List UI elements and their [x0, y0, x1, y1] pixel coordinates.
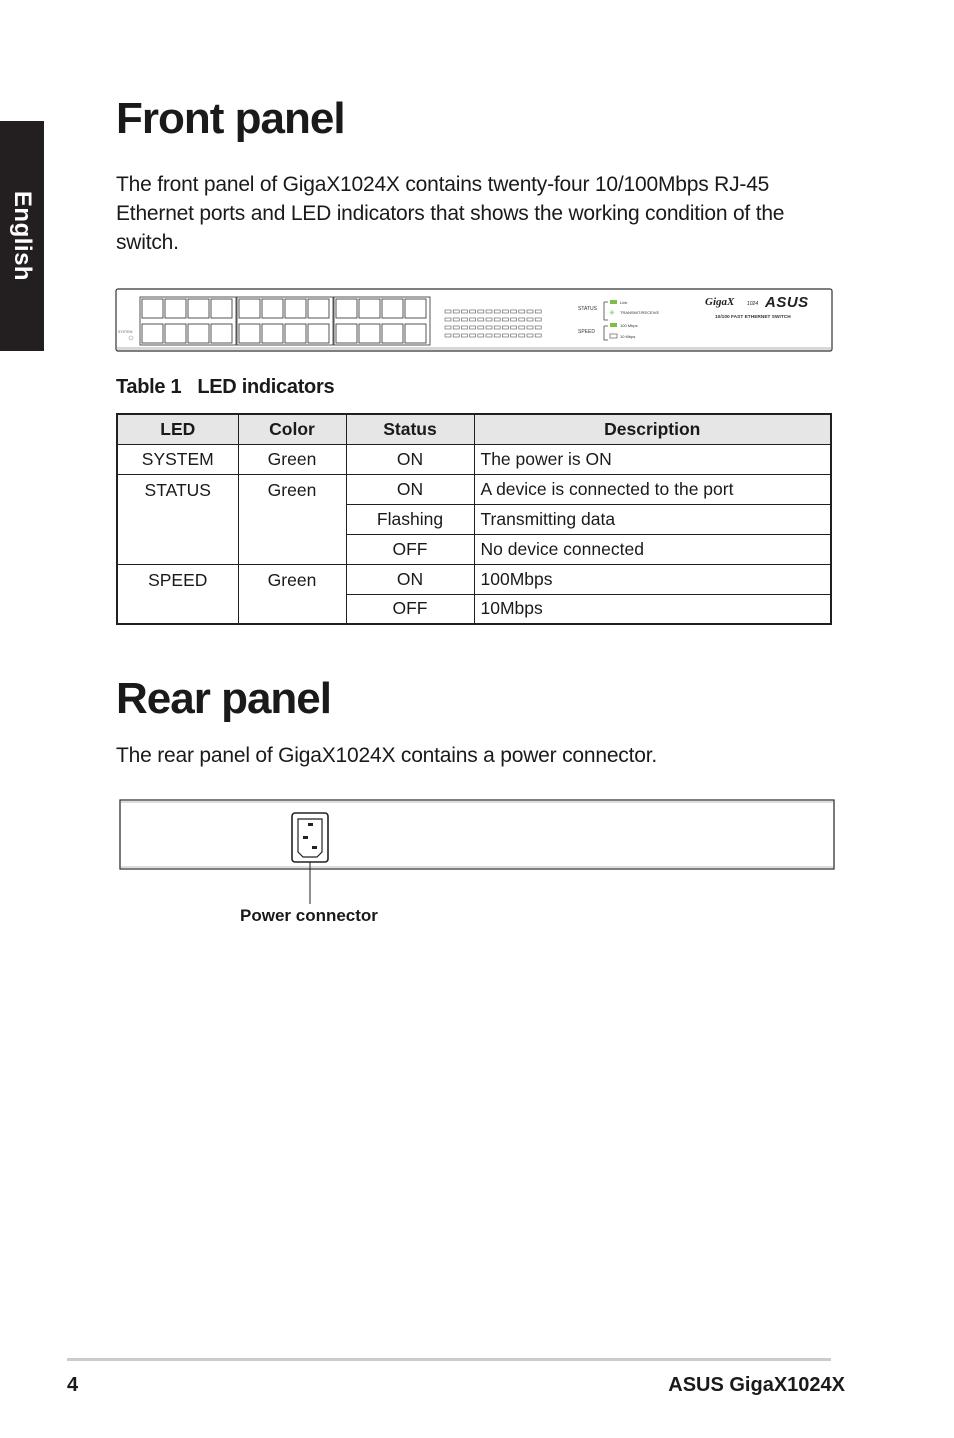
rj45-port: [308, 324, 329, 343]
link-led: [610, 300, 617, 304]
rj45-port: [382, 299, 403, 318]
rj45-port: [262, 324, 283, 343]
rj45-port: [285, 324, 306, 343]
port-led: [502, 334, 508, 337]
port-led: [470, 326, 476, 329]
cell-description: 10Mbps: [474, 594, 831, 624]
port-led: [461, 310, 467, 313]
speed-10-led: [610, 334, 617, 338]
footer-product-title: ASUS GigaX1024X: [668, 1374, 845, 1396]
table-caption: [116, 376, 334, 399]
page-number: 4: [67, 1374, 79, 1396]
port-led: [478, 318, 484, 321]
transmit-led-label: TRANSMIT/RECEIVE: [620, 310, 660, 315]
table-row: [117, 474, 831, 504]
port-led: [453, 334, 459, 337]
model-logo: 1024: [747, 301, 759, 307]
language-tab: [0, 121, 44, 351]
port-led: [519, 334, 525, 337]
port-led: [535, 326, 541, 329]
rj45-port: [262, 299, 283, 318]
rj45-port: [285, 299, 306, 318]
gigax-logo: GigaX: [705, 296, 735, 308]
port-led: [519, 318, 525, 321]
cell-status: ON: [346, 564, 474, 594]
header-color: Color: [238, 414, 346, 444]
port-led: [535, 318, 541, 321]
port-led: [494, 310, 500, 313]
port-led: [461, 334, 467, 337]
header-status: Status: [346, 414, 474, 444]
port-led: [494, 326, 500, 329]
cell-color: Green: [238, 474, 346, 564]
rj45-port: [188, 299, 209, 318]
rj45-port: [359, 299, 380, 318]
header-led: LED: [117, 414, 238, 444]
rj45-port: [359, 324, 380, 343]
table-title: LED indicators: [197, 376, 335, 398]
port-led: [527, 326, 533, 329]
speed-100-led: [610, 323, 617, 327]
led-indicators-table: [116, 413, 832, 625]
port-led: [470, 318, 476, 321]
port-led: [502, 310, 508, 313]
cell-status: Flashing: [346, 504, 474, 534]
rj45-port: [165, 324, 186, 343]
rj45-port: [239, 324, 260, 343]
port-led: [502, 318, 508, 321]
speed-10-label: 10 Mbps: [620, 334, 636, 339]
product-description: 10/100 FAST ETHERNET SWITCH: [715, 315, 791, 320]
port-led: [445, 334, 451, 337]
port-led: [453, 318, 459, 321]
port-led: [511, 318, 517, 321]
sparkle-icon: ✳: [609, 309, 615, 317]
cell-status: OFF: [346, 594, 474, 624]
cell-color: Green: [238, 564, 346, 624]
rear-panel-description: The rear panel of GigaX1024X contains a power connector.: [116, 744, 657, 767]
port-led: [461, 318, 467, 321]
cell-led: SPEED: [117, 564, 238, 624]
cell-description: Transmitting data: [474, 504, 831, 534]
rj45-port: [405, 324, 426, 343]
port-led: [478, 310, 484, 313]
port-led: [535, 310, 541, 313]
port-led: [453, 326, 459, 329]
cell-color: Green: [238, 444, 346, 474]
rj45-port: [405, 299, 426, 318]
port-led: [453, 310, 459, 313]
header-description: Description: [474, 414, 831, 444]
port-led: [486, 326, 492, 329]
cell-status: ON: [346, 444, 474, 474]
port-led: [527, 334, 533, 337]
rj45-port: [382, 324, 403, 343]
cell-description: The power is ON: [474, 444, 831, 474]
port-led: [502, 326, 508, 329]
power-connector-label: Power connector: [240, 906, 378, 925]
port-led: [511, 334, 517, 337]
front-panel-illustration: [115, 288, 833, 352]
cell-description: 100Mbps: [474, 564, 831, 594]
status-group-label: STATUS: [578, 306, 597, 312]
cell-description: A device is connected to the port: [474, 474, 831, 504]
table-header-row: [117, 414, 831, 444]
rj45-port: [211, 324, 232, 343]
port-led: [445, 310, 451, 313]
port-led: [494, 334, 500, 337]
cell-status: ON: [346, 474, 474, 504]
port-led: [511, 310, 517, 313]
port-led: [486, 318, 492, 321]
port-led: [519, 310, 525, 313]
port-led: [478, 326, 484, 329]
port-led: [494, 318, 500, 321]
cell-status: OFF: [346, 534, 474, 564]
port-led: [527, 318, 533, 321]
rj45-port: [165, 299, 186, 318]
rj45-port: [142, 324, 163, 343]
front-panel-description: The front panel of GigaX1024X contains twenty-four 10/100Mbps RJ-45 Ethernet ports and LED indicators that shows the working condition of the switch.: [116, 173, 785, 254]
port-led: [478, 334, 484, 337]
rj45-port: [336, 299, 357, 318]
link-led-label: Link: [620, 300, 628, 305]
rj45-port: [336, 324, 357, 343]
speed-100-label: 100 Mbps: [620, 323, 638, 328]
port-led: [511, 326, 517, 329]
port-led: [461, 326, 467, 329]
cell-led: SYSTEM: [117, 444, 238, 474]
speed-group-label: SPEED: [578, 329, 595, 335]
port-led: [486, 310, 492, 313]
port-led: [445, 318, 451, 321]
front-panel-heading: Front panel: [116, 94, 345, 143]
rear-panel-heading: Rear panel: [116, 674, 331, 723]
port-led: [470, 334, 476, 337]
rj45-port: [308, 299, 329, 318]
table-number: Table 1: [116, 376, 182, 398]
cell-led: STATUS: [117, 474, 238, 564]
rj45-port: [239, 299, 260, 318]
footer-divider: [67, 1358, 831, 1361]
port-led: [527, 310, 533, 313]
port-led: [445, 326, 451, 329]
port-led: [470, 310, 476, 313]
port-led: [535, 334, 541, 337]
table-row: [117, 564, 831, 594]
port-led: [486, 334, 492, 337]
rj45-port: [142, 299, 163, 318]
language-label: English: [9, 190, 36, 282]
rj45-port: [211, 299, 232, 318]
system-led-label: SYSTEM: [118, 330, 133, 334]
rj45-port: [188, 324, 209, 343]
table-row: [117, 444, 831, 474]
asus-logo: ASUS: [765, 294, 809, 311]
power-socket-icon: [292, 813, 328, 862]
port-led: [519, 326, 525, 329]
cell-description: No device connected: [474, 534, 831, 564]
rear-panel-illustration: [117, 797, 837, 907]
